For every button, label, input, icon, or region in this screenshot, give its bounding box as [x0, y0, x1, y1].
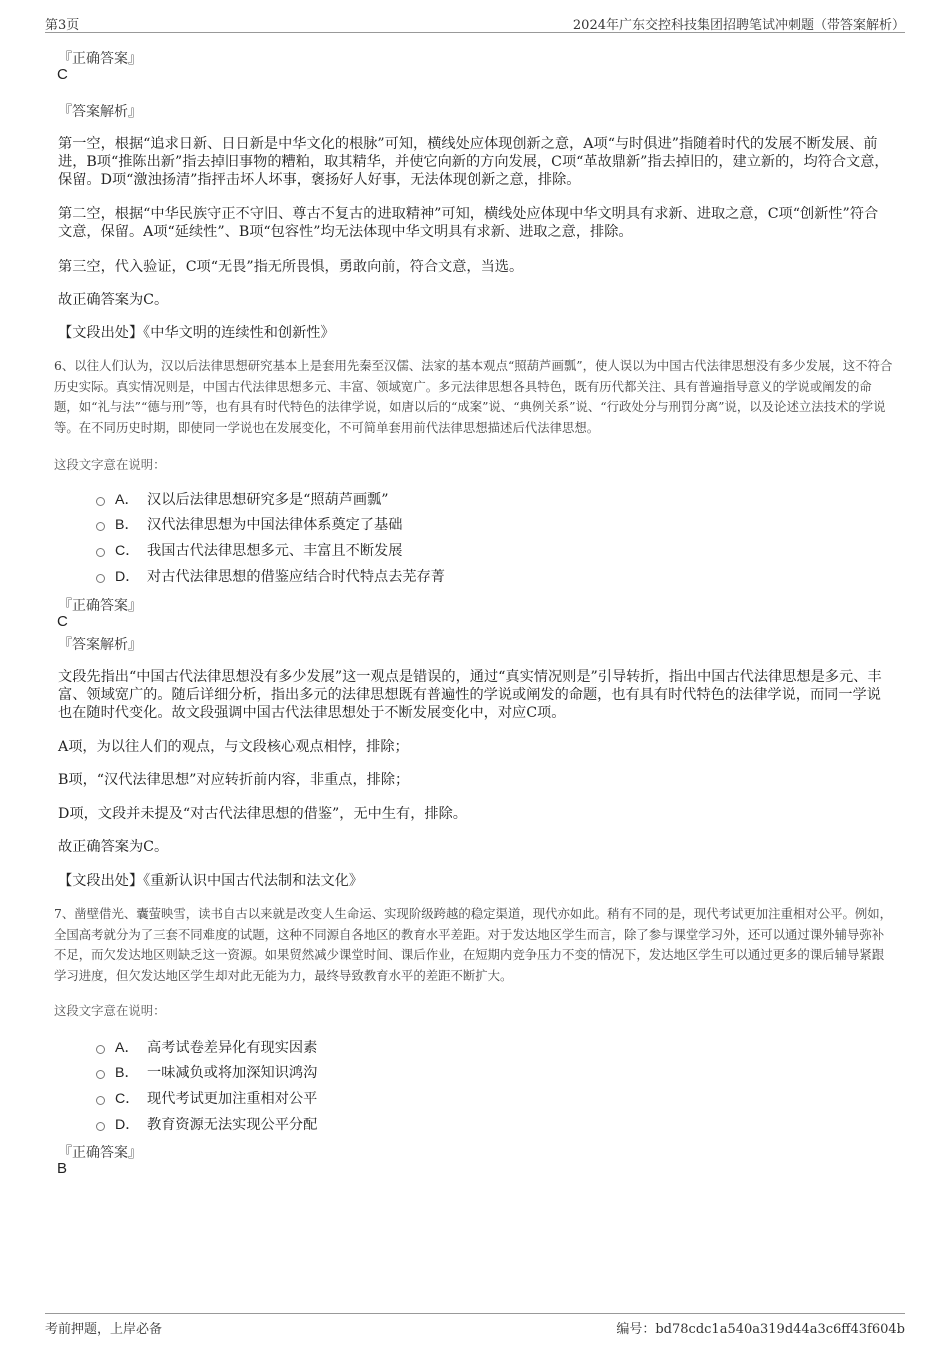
- option-a[interactable]: [96, 489, 389, 509]
- option-letter: A．: [115, 1040, 139, 1056]
- radio-icon[interactable]: [96, 497, 105, 506]
- option-d[interactable]: [96, 566, 445, 586]
- question-prompt: 这段文字意在说明：: [54, 457, 166, 472]
- option-text: 我国古代法律思想多元、丰富且不断发展: [147, 543, 403, 559]
- option-text: 一味减负或将加深知识鸿沟: [147, 1065, 318, 1081]
- option-text: 汉代法律思想为中国法律体系奠定了基础: [147, 517, 403, 533]
- analysis-paragraph: D项，文段并未提及“对古代法律思想的借鉴”，无中生有，排除。: [58, 806, 467, 822]
- option-letter: B．: [115, 517, 139, 533]
- option-letter: D．: [115, 1117, 140, 1133]
- radio-icon[interactable]: [96, 522, 105, 531]
- question-prompt: 这段文字意在说明：: [54, 1003, 166, 1018]
- option-letter: A．: [115, 492, 139, 508]
- analysis-paragraph: 文段先指出“中国古代法律思想没有多少发展”这一观点是错误的，通过“真实情况则是”引导转折，指出中国古代法律思想是多元、丰富、领域宽广的。随后详细分析，指出多元的法律思想既有普遍性的学说或阐发的命题，也有具有时代特色的法律学说，而同一学说也在随时代变化。故文段强调中国古代法律思想处于不断发展变化中，对应C项。: [58, 669, 882, 721]
- page-footer: [45, 1313, 905, 1338]
- radio-icon[interactable]: [96, 1070, 105, 1079]
- option-a[interactable]: [96, 1037, 317, 1057]
- option-text: 汉以后法律思想研究多是“照葫芦画瓢”: [147, 492, 389, 508]
- analysis-label: 『答案解析』: [58, 104, 142, 120]
- option-b[interactable]: [96, 514, 402, 534]
- analysis-paragraph: A项，为以往人们的观点，与文段核心观点相悖，排除；: [58, 739, 409, 755]
- radio-icon[interactable]: [96, 1045, 105, 1054]
- question-text: 7、凿壁借光、囊萤映雪，读书自古以来就是改变人生命运、实现阶级跨越的稳定渠道，现代亦如此。稍有不同的是，现代考试更加注重相对公平。例如，全国高考就分为了三套不同难度的试题，这种不同源自各地区的教育水平差距。对于发达地区学生而言，除了参与课堂学习外，还可以通过课外辅导弥补不足，而欠发达地区则缺乏这一资源。如果贸然减少课堂时间、课后作业，在短期内竞争压力不变的情况下，发达地区学生可以通过更多的课后辅导紧跟学习进度，但欠发达地区学生却对此无能为力，最终导致教育水平的差距不断扩大。: [54, 906, 893, 984]
- option-c[interactable]: [96, 540, 402, 560]
- answer-label: 『正确答案』: [58, 1145, 142, 1161]
- analysis-paragraph: 第一空，根据“追求日新、日日新是中华文化的根脉”可知，横线处应体现创新之意，A项“与时俱进”指随着时代的发展不断发展、前进，B项“推陈出新”指去掉旧事物的糟粕，取其精华，并使它向新的方向发展，C项“革故鼎新”指去掉旧的，建立新的，均符合文意，保留。D项“激浊扬清”指抨击坏人坏事，褒扬好人好事，无法体现创新之意，排除。: [58, 136, 889, 188]
- answer-value: B: [57, 1160, 68, 1177]
- analysis-conclusion: 故正确答案为C。: [58, 839, 169, 855]
- option-c[interactable]: [96, 1088, 317, 1108]
- source-citation: 【文段出处】《重新认识中国古代法制和法文化》: [58, 873, 364, 889]
- answer-label: 『正确答案』: [58, 51, 142, 67]
- source-citation: 【文段出处】《中华文明的连续性和创新性》: [58, 325, 335, 341]
- analysis-paragraph: 第三空，代入验证，C项“无畏”指无所畏惧，勇敢向前，符合文意，当选。: [58, 259, 524, 275]
- analysis-label: 『答案解析』: [58, 637, 142, 653]
- analysis-paragraph: B项，“汉代法律思想”对应转折前内容，非重点，排除；: [58, 772, 410, 788]
- option-d[interactable]: [96, 1114, 317, 1134]
- option-text: 对古代法律思想的借鉴应结合时代特点去芜存菁: [147, 569, 445, 585]
- option-letter: C．: [115, 1091, 140, 1107]
- radio-icon[interactable]: [96, 574, 105, 583]
- option-letter: B．: [115, 1065, 139, 1081]
- question-text: 6、以往人们认为，汉以后法律思想研究基本上是套用先秦至汉儒、法家的基本观点“照葫芦画瓢”，使人误以为中国古代法律思想没有多少发展，这不符合历史实际。真实情况则是，中国古代法律思想多元、丰富、领域宽广。多元法律思想各具特色，既有历代都关注、具有普遍指导意义的学说或阐发的命题，如“礼与法”“德与刑”等，也有具有时代特色的法律学说，如唐以后的“成案”说、“典例关系”说、“行政处分与刑罚分离”说，以及论述立法技术的学说等。在不同历史时期，即使同一学说也在发展变化，不可简单套用前代法律思想描述后代法律思想。: [54, 358, 893, 436]
- option-text: 现代考试更加注重相对公平: [147, 1091, 318, 1107]
- footer-slogan: 考前押题，上岸必备: [45, 1322, 163, 1337]
- answer-label: 『正确答案』: [58, 598, 142, 614]
- option-b[interactable]: [96, 1062, 317, 1082]
- page-number: 第3页: [45, 18, 80, 33]
- option-text: 高考试卷差异化有现实因素: [147, 1040, 318, 1056]
- document-id: 编号：bd78cdc1a540a319d44a3c6ff43f604b: [616, 1322, 905, 1337]
- page-header: [45, 10, 905, 33]
- answer-value: C: [57, 66, 68, 83]
- option-letter: D．: [115, 569, 140, 585]
- radio-icon[interactable]: [96, 1122, 105, 1131]
- analysis-conclusion: 故正确答案为C。: [58, 292, 169, 308]
- analysis-paragraph: 第二空，根据“中华民族守正不守旧、尊古不复古的进取精神”可知，横线处应体现中华文明具有求新、进取之意，C项“创新性”符合文意，保留。A项“延续性”、B项“包容性”均无法体现中华文明具有求新、进取之意，排除。: [58, 206, 879, 240]
- document-title: 2024年广东交控科技集团招聘笔试冲刺题（带答案解析）: [572, 18, 905, 33]
- option-text: 教育资源无法实现公平分配: [147, 1117, 318, 1133]
- radio-icon[interactable]: [96, 548, 105, 557]
- answer-value: C: [57, 613, 68, 630]
- option-letter: C．: [115, 543, 140, 559]
- radio-icon[interactable]: [96, 1096, 105, 1105]
